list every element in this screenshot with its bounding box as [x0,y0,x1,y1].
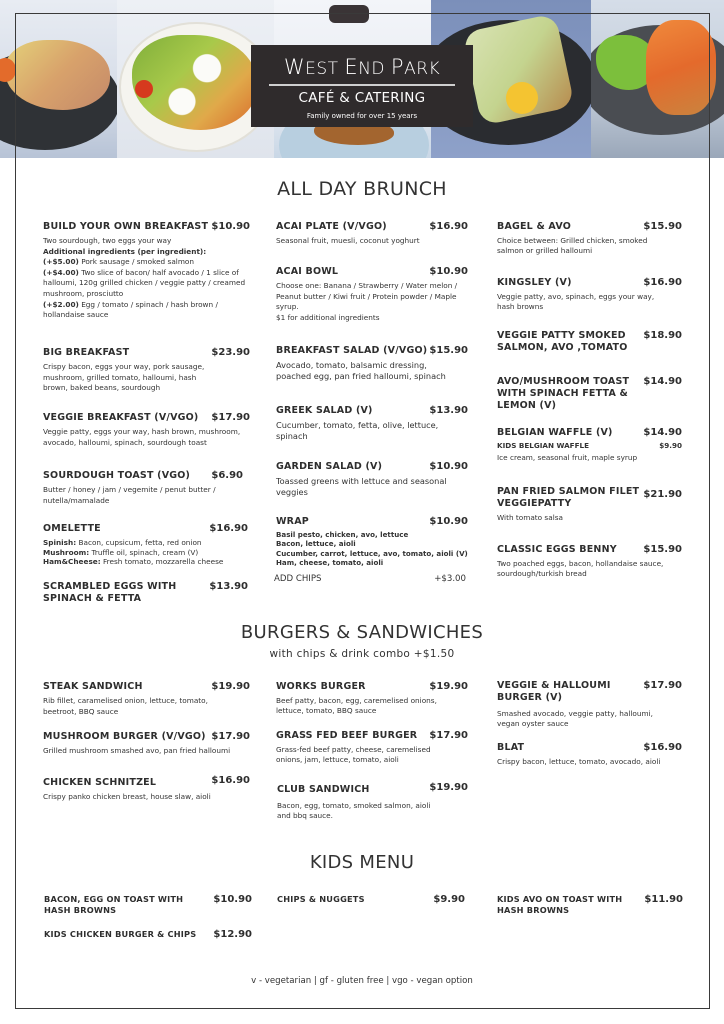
item-description: Two sourdough, two eggs your way Additional ingredients (per ingredient): (+$5.00) Pork sausage / smoked salmon (+$4.00) Two slice of bacon/ half avocado / 1 slice of halloumi, 120g grilled chicken / veggie patty / creamed mushroom, prosciutto (+$2.00) Egg / tomato / spinach / hash brown / hollandaise sauce [43,236,246,320]
item-description: Spinish: Bacon, cupsicum, fetta, red onion Mushroom: Truffle oil, spinach, cream (V) Ham&Cheese: Fresh tomato, mozzarella cheese [43,538,224,567]
item-price: $19.90 [429,782,468,793]
item-price: $17.90 [429,730,468,741]
brand-subtitle: CAFÉ & CATERING [298,89,426,106]
item-name: VEGGIE & HALLOUMI BURGER (V) [497,680,611,703]
item-price: $16.90 [211,775,250,786]
item-name: CHICKEN SCHNITZEL [43,777,157,788]
item-description: Toassed greens with lettuce and seasonal veggies [276,476,447,497]
menu-item [497,894,683,916]
item-name: KIDS CHICKEN BURGER & CHIPS [44,929,197,939]
section-subtitle-burgers: with chips & drink combo +$1.50 [269,648,455,660]
item-name: VEGGIE PATTY SMOKED SALMON, AVO ,TOMATO [497,330,628,353]
item-description: Avocado, tomato, balsamic dressing, poached egg, pan fried halloumi, spinach [276,360,446,381]
item-name: BELGIAN WAFFLE (V) [497,427,613,438]
section-title-kids: KIDS MENU [309,852,415,873]
item-price: $14.90 [643,376,682,387]
item-price: $16.90 [209,523,248,534]
menu-item [276,461,468,497]
menu-item [43,470,243,506]
menu-item [43,581,248,605]
item-name: GARDEN SALAD (V) [276,461,383,472]
item-name: BLAT [497,742,525,753]
item-name: ACAI BOWL [276,266,339,277]
item-name: STEAK SANDWICH [43,681,143,692]
item-price: $19.90 [211,681,250,692]
menu-item [43,412,250,448]
item-price: $19.90 [429,681,468,692]
item-description: Bacon, egg, tomato, smoked salmon, aioli and bbq sauce. [277,801,431,820]
menu-item [497,221,682,255]
menu-item [497,376,682,412]
menu-item [44,929,252,941]
menu-item [43,731,250,757]
item-price: $6.90 [211,470,243,481]
item-price: $13.90 [429,405,468,416]
menu-item [277,782,468,820]
item-description: Grilled mushroom smashed avo, pan fried halloumi [43,746,231,755]
item-name: KIDS AVO ON TOAST WITH HASH BROWNS [497,894,623,915]
menu-item [276,730,468,764]
menu-item [276,516,468,567]
dietary-legend: v - vegetarian | gf - gluten free | vgo - vegan option [251,976,473,986]
item-price: $10.90 [429,266,468,277]
menu-item [43,347,250,394]
item-description: Crispy bacon, lettuce, tomato, avocado, aioli [497,757,661,766]
kids-waffle-row [497,441,682,450]
item-price: $16.90 [643,277,682,288]
item-description: Grass-fed beef patty, cheese, caremelised onions, jam, lettuce, tomato, aioli [276,745,431,764]
item-price: $23.90 [211,347,250,358]
item-name: SOURDOUGH TOAST (VGO) [43,470,191,481]
item-price: $10.90 [429,461,468,472]
item-price: $15.90 [643,544,682,555]
item-price: $21.90 [643,489,682,500]
add-chips-label: ADD CHIPS [274,574,322,584]
item-description: Two poached eggs, bacon, hollandaise sauce, sourdough/turkish bread [497,559,664,578]
brand-logo [251,45,473,127]
item-description: Rib fillet, caramelised onion, lettuce, tomato, beetroot, BBQ sauce [43,696,208,716]
item-name: BUILD YOUR OWN BREAKFAST [43,221,209,232]
menu-item [497,330,682,354]
menu-item [43,775,250,803]
item-price: $10.90 [211,221,250,232]
item-price: $17.90 [211,412,250,423]
item-description: Choose one: Banana / Strawberry / Water melon / Peanut butter / Kiwi fruit / Protein powder / Maple syrup. $1 for additional ingredients [276,281,458,322]
item-description: Crispy bacon, eggs your way, pork sausage, mushroom, grilled tomato, halloumi, hash brown, baked beans, sourdough [43,362,205,393]
item-price: $17.90 [211,731,250,742]
item-name: ACAI PLATE (V/VGO) [276,221,387,232]
menu-item [497,544,682,578]
add-chips-price: +$3.00 [434,574,466,584]
item-price: $18.90 [643,330,682,341]
item-name: SCRAMBLED EGGS WITH SPINACH & FETTA [43,581,177,604]
item-description: Seasonal fruit, muesli, coconut yoghurt [276,236,420,245]
item-description: Beef patty, bacon, egg, caremelised onions, lettuce, tomato, BBQ sauce [276,696,437,715]
item-name: GREEK SALAD (V) [276,405,373,416]
item-description: Smashed avocado, veggie patty, halloumi, vegan oyster sauce [497,709,653,728]
item-description: Ice cream, seasonal fruit, maple syrup [497,453,638,462]
section-title-burgers: BURGERS & SANDWICHES [240,622,484,643]
menu-item [276,266,468,323]
item-price: $13.90 [209,581,248,592]
item-name: AVO/MUSHROOM TOAST WITH SPINACH FETTA & LEMON (V) [497,376,630,411]
item-price: $10.90 [429,516,468,527]
item-price: $16.90 [643,742,682,753]
menu-item [44,894,252,916]
menu-item [497,277,682,311]
item-name: BAGEL & AVO [497,221,572,232]
item-name: BREAKFAST SALAD (V/VGO) [276,345,428,356]
menu-item [43,681,250,717]
item-price: $16.90 [429,221,468,232]
menu-item [43,221,250,321]
item-description: Choice between: Grilled chicken, smoked salmon or grilled halloumi [497,236,648,255]
menu-item [276,681,468,715]
menu-item [497,486,682,524]
item-description: Veggie patty, eggs your way, hash brown, mushroom, avocado, halloumi, spinach, sourdough toast [43,427,241,447]
menu-item [276,405,468,441]
brand-tagline: Family owned for over 15 years [306,111,418,120]
item-name: OMELETTE [43,523,101,534]
item-description: Crispy panko chicken breast, house slaw, aioli [43,792,211,801]
item-name: CLASSIC EGGS BENNY [497,544,617,555]
item-name: KINGSLEY (V) [497,277,572,288]
item-price: $15.90 [643,221,682,232]
item-price: $9.90 [433,894,465,905]
item-description: Butter / honey / jam / vegemite / penut butter / nutella/mamalade [43,485,216,505]
item-description: Basil pesto, chicken, avo, lettuce Bacon, lettuce, aioli Cucumber, carrot, lettuce, avo, tomato, aioli (V) Ham, cheese, tomato, aioli [276,530,468,567]
brand-divider [269,84,455,86]
item-price: $11.90 [644,894,683,905]
menu-item [43,523,248,567]
item-name: MUSHROOM BURGER (V/VGO) [43,731,206,742]
item-description: Veggie patty, avo, spinach, eggs your way, hash browns [497,292,655,311]
item-name: WRAP [276,516,309,527]
item-price: $9.90 [659,441,682,450]
item-price: $14.90 [643,427,682,438]
menu-item [497,742,682,768]
menu-item [497,680,682,728]
section-title-brunch: ALL DAY BRUNCH [277,178,447,200]
brand-title: WEST END PARK [283,55,441,79]
item-name: CHIPS & NUGGETS [277,894,365,904]
item-name: PAN FRIED SALMON FILET VEGGIEPATTY [497,486,640,509]
item-name: BACON, EGG ON TOAST WITH HASH BROWNS [44,894,184,915]
item-name: VEGGIE BREAKFAST (V/VGO) [43,412,199,423]
item-description: Cucumber, tomato, fetta, olive, lettuce, spinach [276,420,439,441]
item-description: With tomato salsa [497,513,564,522]
item-price: $15.90 [429,345,468,356]
item-name: GRASS FED BEEF BURGER [276,730,418,741]
menu-item [277,894,465,906]
menu-item [276,345,468,381]
item-price: $12.90 [213,929,252,940]
menu-item [276,221,468,247]
item-name: BIG BREAKFAST [43,347,130,358]
menu-item [497,427,682,464]
item-name: CLUB SANDWICH [277,784,370,795]
add-chips-row [274,574,466,584]
item-price: $17.90 [643,680,682,691]
item-price: $10.90 [213,894,252,905]
item-name: KIDS BELGIAN WAFFLE [497,441,589,450]
item-name: WORKS BURGER [276,681,366,692]
